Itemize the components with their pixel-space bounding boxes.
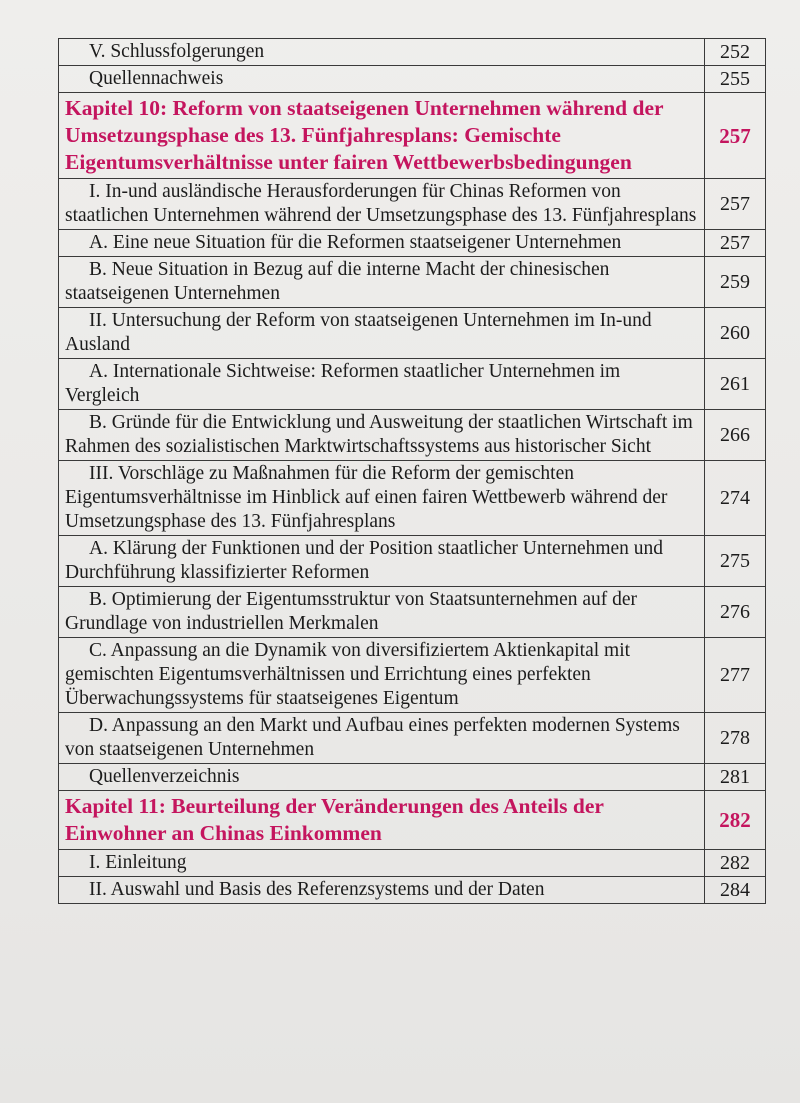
toc-row (59, 638, 766, 713)
toc-entry-title: II. Auswahl und Basis des Referenzsystems und der Daten (59, 877, 705, 904)
toc-entry-page: 278 (705, 713, 766, 764)
toc-entry-title: D. Anpassung an den Markt und Aufbau eines perfekten modernen Systems von staatseigenen Unternehmen (59, 713, 705, 764)
toc-row (59, 308, 766, 359)
toc-entry-page: 266 (705, 410, 766, 461)
toc-row (59, 587, 766, 638)
toc-row (59, 257, 766, 308)
toc-chapter-title: Kapitel 10: Reform von staatseigenen Unternehmen während der Umsetzungsphase des 13. Fünfjahresplans: Gemischte Eigentumsverhältnisse unter fairen Wettbewerbsbedingungen (59, 93, 705, 179)
toc-row (59, 410, 766, 461)
toc-row (59, 39, 766, 66)
toc-entry-page: 255 (705, 66, 766, 93)
toc-entry-title: Quellennachweis (59, 66, 705, 93)
toc-entry-title: B. Gründe für die Entwicklung und Ausweitung der staatlichen Wirtschaft im Rahmen des sozialistischen Marktwirtschaftssystems aus historischer Sicht (59, 410, 705, 461)
toc-entry-title: V. Schlussfolgerungen (59, 39, 705, 66)
toc-entry-title: C. Anpassung an die Dynamik von diversifiziertem Aktienkapital mit gemischten Eigentumsverhältnissen und Errichtung eines perfekten Überwachungssystems für staatseigenes Eigentum (59, 638, 705, 713)
toc-entry-title: III. Vorschläge zu Maßnahmen für die Reform der gemischten Eigentumsverhältnisse im Hinblick auf einen fairen Wettbewerb während der Umsetzungsphase des 13. Fünfjahresplans (59, 461, 705, 536)
toc-entry-title: I. In-und ausländische Herausforderungen für Chinas Reformen von staatlichen Unternehmen während der Umsetzungsphase des 13. Fünfjahresplans (59, 179, 705, 230)
toc-entry-page: 261 (705, 359, 766, 410)
toc-row (59, 850, 766, 877)
toc-entry-page: 257 (705, 179, 766, 230)
toc-entry-page: 282 (705, 850, 766, 877)
toc-row (59, 877, 766, 904)
toc-chapter-title: Kapitel 11: Beurteilung der Veränderungen des Anteils der Einwohner an Chinas Einkommen (59, 791, 705, 850)
toc-row (59, 461, 766, 536)
toc-entry-page: 259 (705, 257, 766, 308)
toc-entry-title: Quellenverzeichnis (59, 764, 705, 791)
table-of-contents (58, 38, 766, 904)
toc-entry-page: 275 (705, 536, 766, 587)
toc-entry-page: 257 (705, 230, 766, 257)
toc-row (59, 536, 766, 587)
toc-entry-title: A. Internationale Sichtweise: Reformen staatlicher Unternehmen im Vergleich (59, 359, 705, 410)
toc-entry-title: A. Eine neue Situation für die Reformen staatseigener Unternehmen (59, 230, 705, 257)
toc-chapter-page: 282 (705, 791, 766, 850)
toc-entry-page: 276 (705, 587, 766, 638)
toc-entry-title: B. Neue Situation in Bezug auf die interne Macht der chinesischen staatseigenen Unternehmen (59, 257, 705, 308)
toc-entry-page: 281 (705, 764, 766, 791)
toc-chapter-page: 257 (705, 93, 766, 179)
toc-row (59, 179, 766, 230)
toc-entry-page: 274 (705, 461, 766, 536)
toc-entry-page: 277 (705, 638, 766, 713)
toc-row (59, 359, 766, 410)
toc-row (59, 66, 766, 93)
toc-row (59, 764, 766, 791)
toc-entry-page: 260 (705, 308, 766, 359)
toc-entry-title: B. Optimierung der Eigentumsstruktur von Staatsunternehmen auf der Grundlage von industriellen Merkmalen (59, 587, 705, 638)
toc-row (59, 230, 766, 257)
toc-row (59, 713, 766, 764)
toc-entry-page: 284 (705, 877, 766, 904)
toc-entry-page: 252 (705, 39, 766, 66)
toc-entry-title: A. Klärung der Funktionen und der Position staatlicher Unternehmen und Durchführung klassifizierter Reformen (59, 536, 705, 587)
toc-entry-title: II. Untersuchung der Reform von staatseigenen Unternehmen im In-und Ausland (59, 308, 705, 359)
toc-entry-title: I. Einleitung (59, 850, 705, 877)
toc-chapter-row (59, 791, 766, 850)
toc-chapter-row (59, 93, 766, 179)
